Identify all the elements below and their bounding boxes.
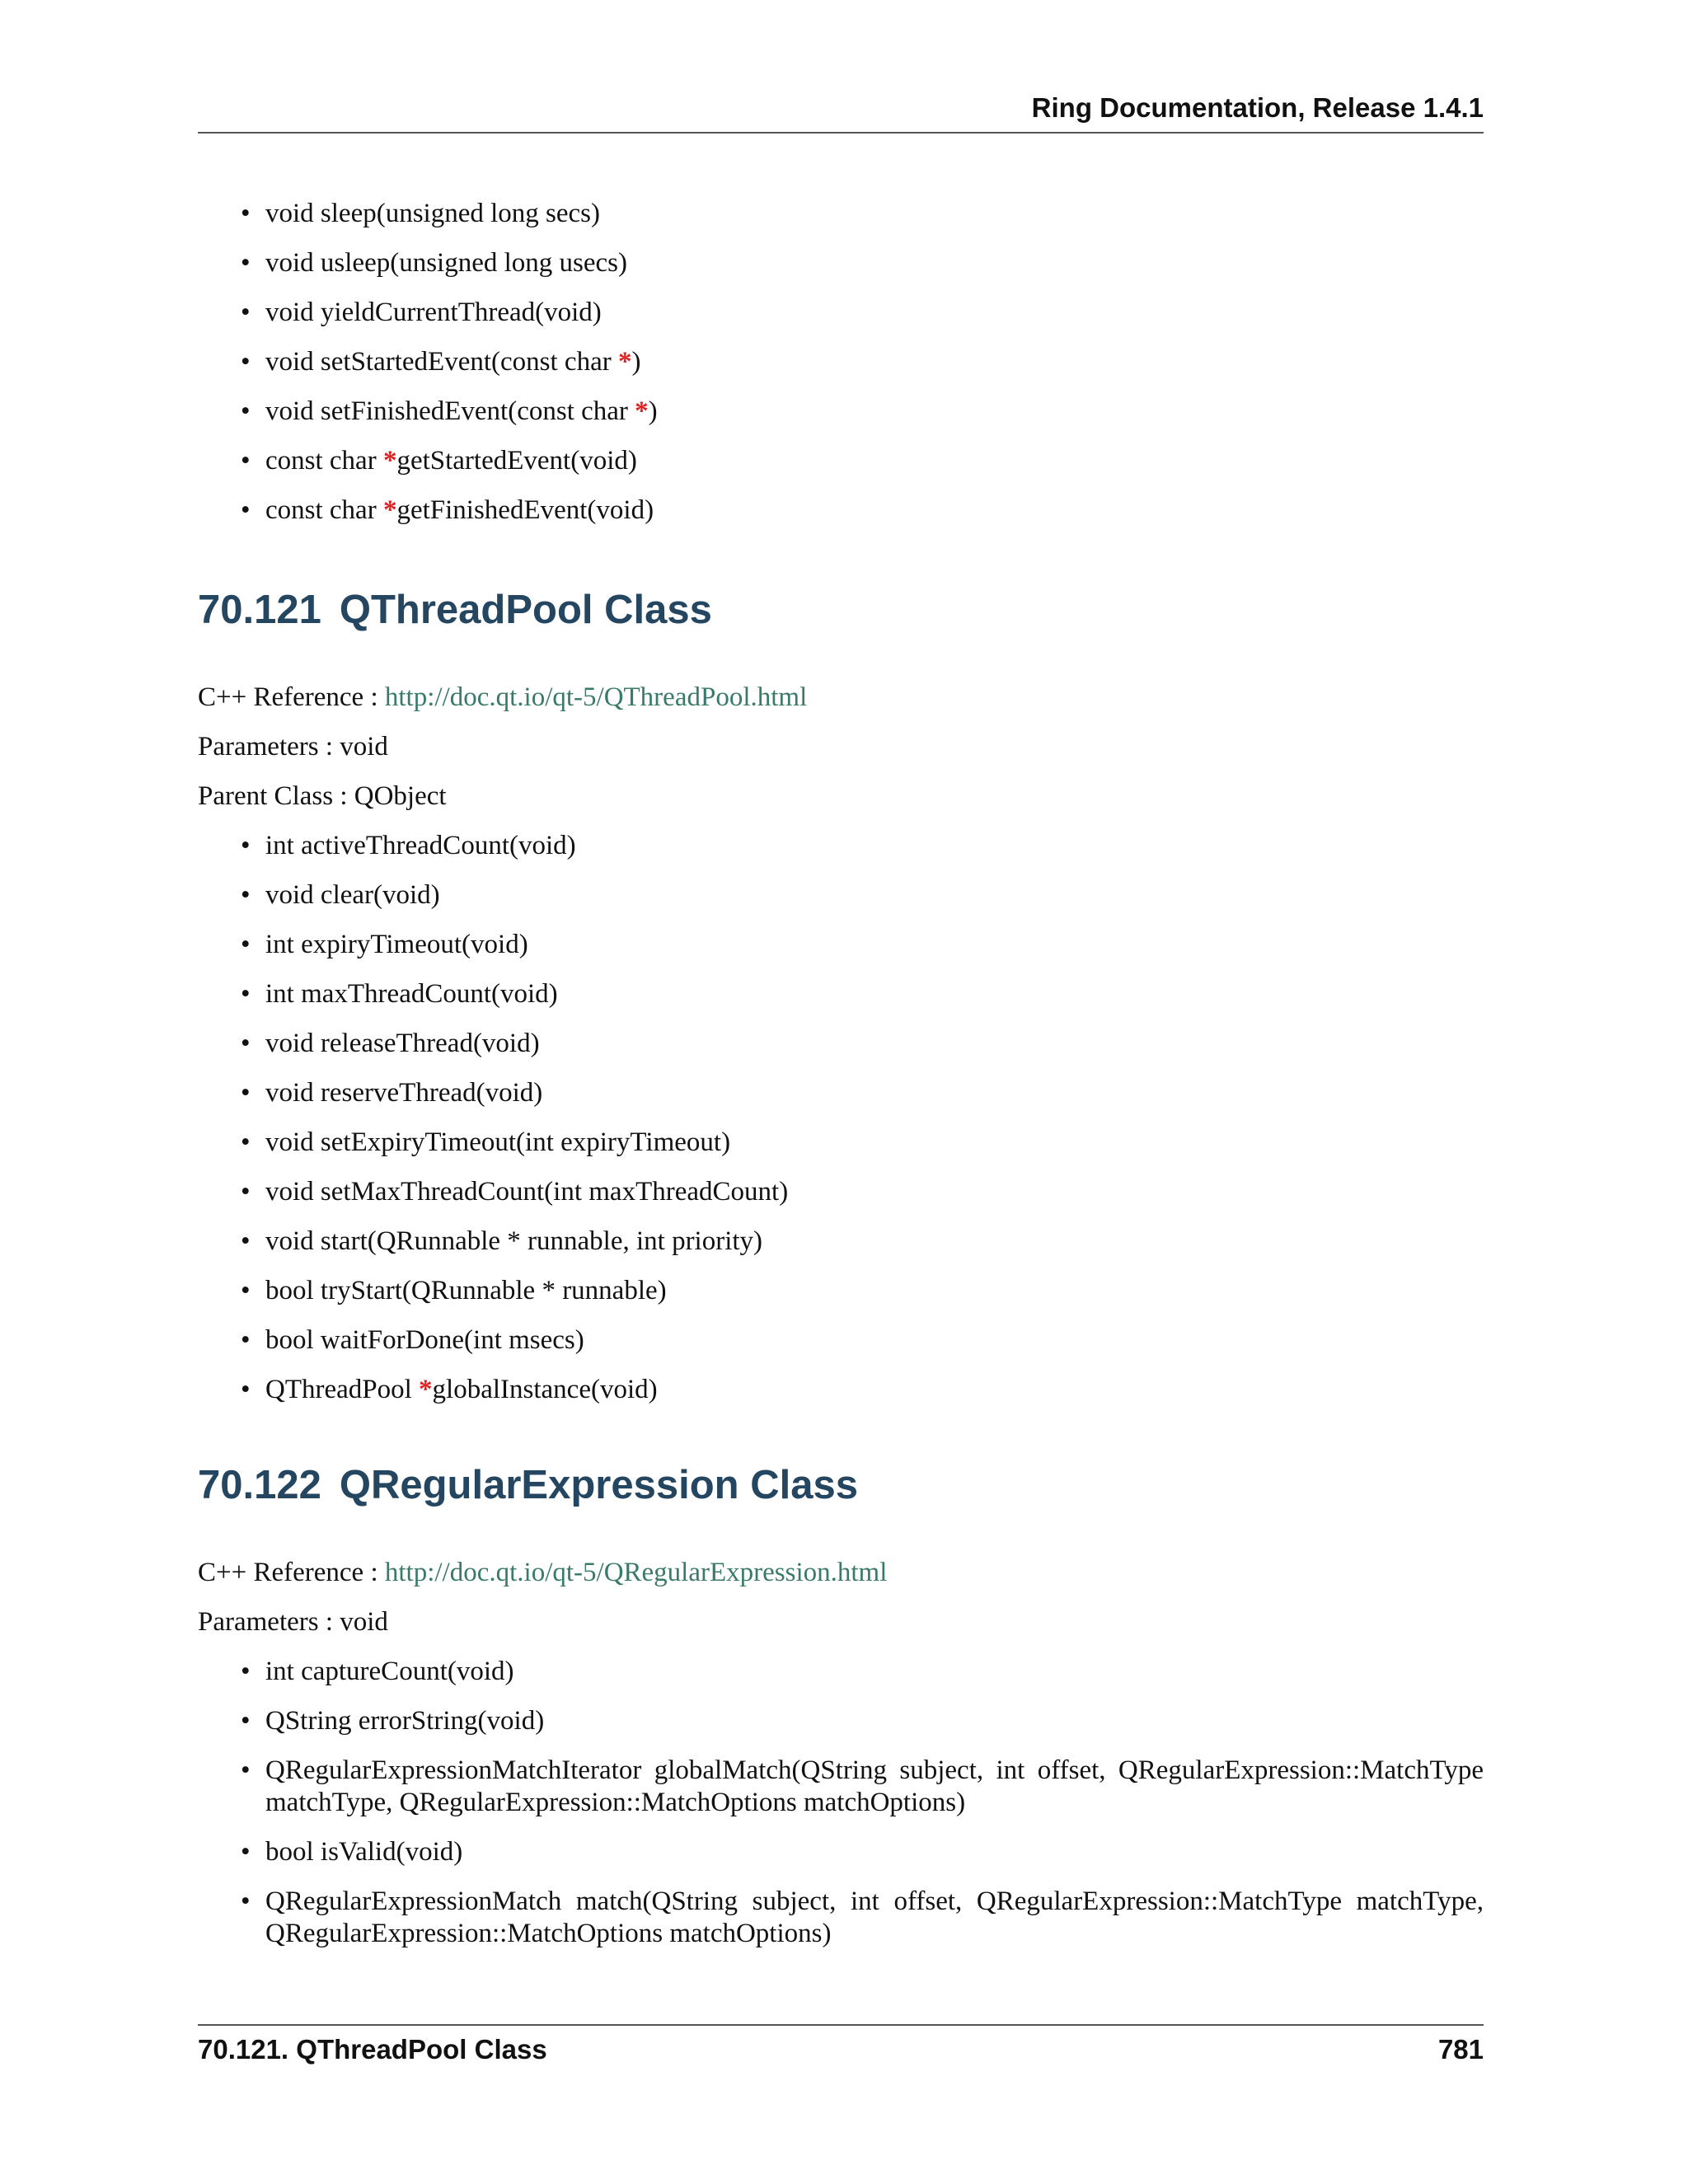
header-title: Ring Documentation, Release 1.4.1 (1031, 92, 1484, 123)
item-text: int activeThreadCount(void) (265, 831, 576, 860)
cpp-reference-122 (198, 1557, 887, 1589)
item-text: QRegularExpressionMatch match(QString subject, int offset, QRegularExpression::MatchType matchType, QRegularExpression::MatchOptions matchOptions) (265, 1886, 1484, 1948)
list-item (198, 1176, 1484, 1208)
page-footer (198, 2024, 1484, 2064)
item-text: void start(QRunnable * runnable, int priority) (265, 1226, 763, 1256)
item-text: void reserveThread(void) (265, 1078, 543, 1108)
section-number: 70.121 (198, 588, 321, 632)
item-text: void setStartedEvent(const char (265, 347, 618, 377)
section-title: QRegularExpression Class (339, 1463, 858, 1507)
list-item (198, 1127, 1484, 1159)
footer-section: 70.121. QThreadPool Class (198, 2034, 547, 2064)
pointer-asterisk: * (382, 495, 397, 525)
list-item (198, 1705, 1484, 1737)
list-item (198, 1755, 1484, 1819)
list-item (198, 297, 1484, 329)
item-text: QRegularExpressionMatchIterator globalMatch(QString subject, int offset, QRegularExpression::MatchType matchType, QRegularExpression::MatchOptions matchOptions) (265, 1755, 1484, 1817)
item-text: void setExpiryTimeout(int expiryTimeout) (265, 1127, 731, 1157)
list-item (198, 1275, 1484, 1307)
item-text: int maxThreadCount(void) (265, 979, 558, 1009)
method-list-122 (198, 1656, 1484, 1967)
item-text: ) (631, 347, 641, 377)
list-item (198, 830, 1484, 862)
list-item (198, 1836, 1484, 1868)
list-item (198, 1324, 1484, 1357)
item-text: void yieldCurrentThread(void) (265, 298, 602, 327)
page-number: 781 (1437, 2034, 1484, 2064)
list-item (198, 1374, 1484, 1406)
section-heading-122 (198, 1462, 858, 1508)
parent-class-121: Parent Class : QObject (198, 781, 447, 811)
list-item (198, 1886, 1484, 1950)
item-text: globalInstance(void) (432, 1375, 658, 1404)
item-text: QString errorString(void) (265, 1706, 545, 1736)
item-text: void setMaxThreadCount(int maxThreadCount) (265, 1177, 789, 1207)
list-item (198, 1656, 1484, 1688)
reference-link[interactable]: http://doc.qt.io/qt-5/QRegularExpression.html (384, 1558, 888, 1587)
item-text: const char (265, 495, 383, 525)
item-text: const char (265, 446, 383, 476)
document-page (198, 0, 1484, 2184)
item-text: QThreadPool (265, 1375, 420, 1404)
list-item (198, 494, 1484, 527)
list-item (198, 346, 1484, 378)
cpp-reference-121 (198, 682, 807, 714)
parameters-121: Parameters : void (198, 732, 388, 762)
reference-label: C++ Reference : (198, 682, 385, 712)
pointer-asterisk: * (419, 1375, 433, 1404)
pointer-asterisk: * (617, 347, 632, 377)
list-item (198, 247, 1484, 279)
section-number: 70.122 (198, 1463, 321, 1507)
item-text: void setFinishedEvent(const char (265, 396, 635, 426)
list-item (198, 445, 1484, 477)
item-text: bool isValid(void) (265, 1837, 463, 1867)
reference-link[interactable]: http://doc.qt.io/qt-5/QThreadPool.html (384, 682, 808, 712)
item-text: ) (648, 396, 658, 426)
section-title: QThreadPool Class (339, 588, 712, 632)
item-text: int expiryTimeout(void) (265, 930, 528, 959)
item-text: void releaseThread(void) (265, 1029, 540, 1058)
list-item (198, 978, 1484, 1010)
item-text: void clear(void) (265, 880, 440, 910)
pointer-asterisk: * (382, 446, 397, 476)
item-text: bool tryStart(QRunnable * runnable) (265, 1276, 667, 1305)
section-heading-121 (198, 587, 712, 633)
list-item (198, 1226, 1484, 1258)
list-item (198, 198, 1484, 230)
list-item (198, 1028, 1484, 1060)
item-text: void sleep(unsigned long secs) (265, 199, 601, 228)
item-text: bool waitForDone(int msecs) (265, 1325, 584, 1355)
item-text: getStartedEvent(void) (396, 446, 637, 476)
list-item (198, 1077, 1484, 1109)
list-item (198, 929, 1484, 961)
method-list-top (198, 198, 1484, 544)
method-list-121 (198, 830, 1484, 1423)
parameters-122: Parameters : void (198, 1607, 388, 1637)
reference-label: C++ Reference : (198, 1558, 385, 1587)
list-item (198, 396, 1484, 428)
list-item (198, 879, 1484, 912)
pointer-asterisk: * (635, 396, 649, 426)
item-text: getFinishedEvent(void) (396, 495, 654, 525)
item-text: int captureCount(void) (265, 1657, 514, 1686)
page-header (198, 92, 1484, 134)
item-text: void usleep(unsigned long usecs) (265, 248, 628, 278)
